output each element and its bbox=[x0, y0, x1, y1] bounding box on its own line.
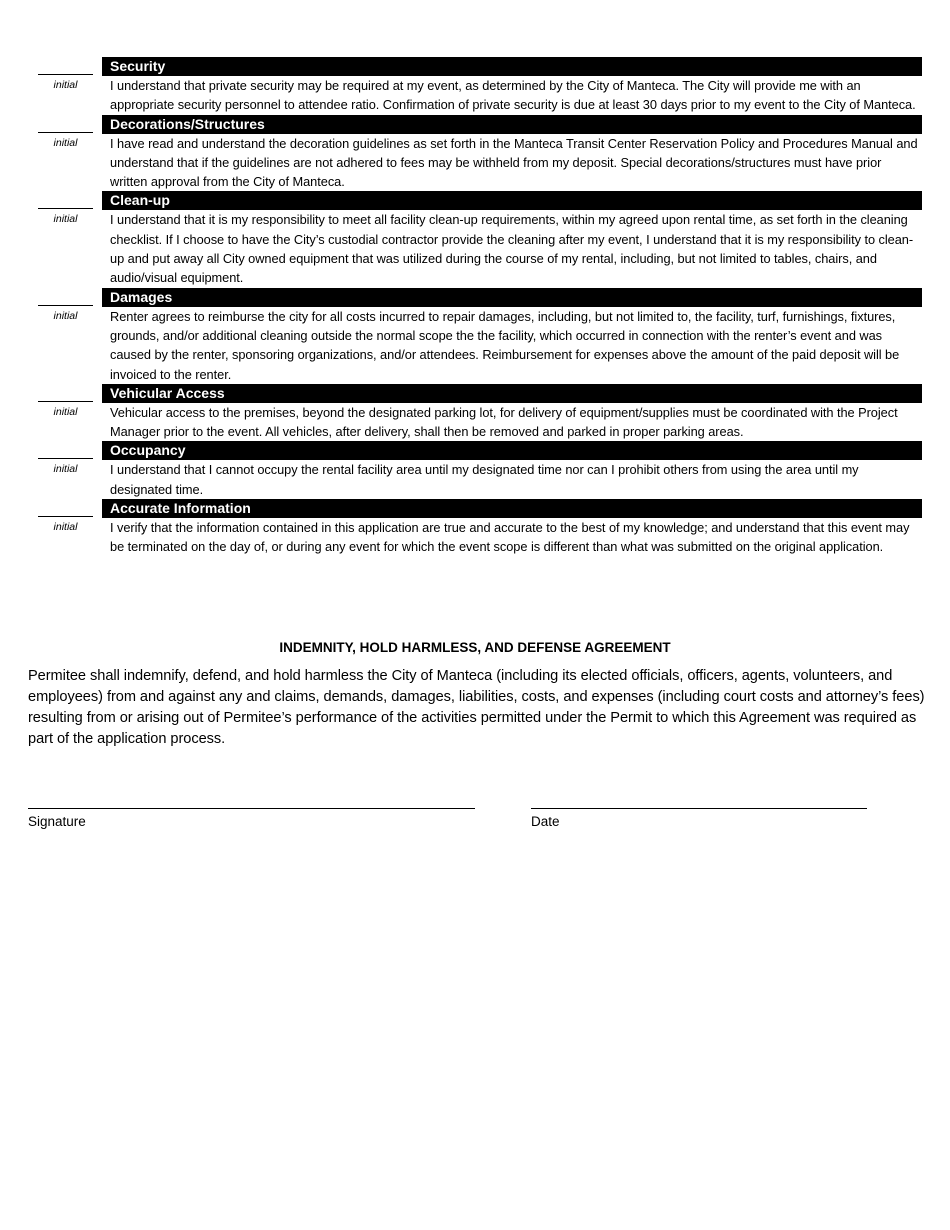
section-accurate-information bbox=[38, 499, 922, 557]
initial-field[interactable]: initial bbox=[38, 401, 93, 419]
section-title: Occupancy bbox=[102, 441, 922, 460]
initial-field[interactable]: initial bbox=[38, 458, 93, 476]
section-text: I understand that I cannot occupy the rental facility area until my designated time nor can I prohibit others from using the area until my designated time. bbox=[110, 462, 859, 497]
initial-field[interactable]: initial bbox=[38, 132, 93, 150]
section-text: I verify that the information contained in this application are true and accurate to the best of my knowledge; and understand that this event may be terminated on the day of, or during any event for which the event scope is different than what was submitted on the original application. bbox=[110, 520, 910, 555]
initial-field[interactable]: initial bbox=[38, 208, 93, 226]
section-text: I understand that private security may be required at my event, as determined by the City of Manteca. The City will provide me with an appropriate security personnel to attendee ratio. Confirmation of private security is due at least 30 days prior to my event to the City of Manteca. bbox=[110, 78, 916, 113]
date-line[interactable] bbox=[531, 808, 867, 809]
section-vehicular-access bbox=[38, 384, 922, 442]
date-label: Date bbox=[531, 814, 560, 829]
signature-label: Signature bbox=[28, 814, 86, 829]
section-occupancy bbox=[38, 441, 922, 499]
section-title: Decorations/Structures bbox=[102, 115, 922, 134]
section-cleanup bbox=[38, 191, 922, 287]
section-security bbox=[38, 57, 922, 115]
agreement-text: Permitee shall indemnify, defend, and hold harmless the City of Manteca (including its elected officials, officers, agents, volunteers, and employees) from and against any and claims, demands, damages, liabilities, costs, and expenses (including court costs and attorney’s fees) resulting from or arising out of Permitee’s performance of the activities permitted under the Permit to which this Agreement was required as part of the application process. bbox=[28, 668, 925, 747]
agreement-title: INDEMNITY, HOLD HARMLESS, AND DEFENSE AGREEMENT bbox=[279, 640, 671, 655]
section-text: Vehicular access to the premises, beyond the designated parking lot, for delivery of equipment/supplies must be coordinated with the Project Manager prior to the event. All vehicles, after delivery, shall then be removed and parked in proper parking areas. bbox=[110, 404, 898, 440]
section-title: Vehicular Access bbox=[102, 384, 922, 403]
section-text: I understand that it is my responsibility to meet all facility clean-up requirements, within my agreed upon rental time, as set forth in the cleaning checklist. If I choose to have the City’s custodial contractor provide the cleaning after my event, I understand that it is my responsibility to clean-up and put away all City owned equipment that was utilized during the course of my rental, including, but not limited to tables, chairs, and audio/visual equipment. bbox=[110, 212, 914, 286]
initial-sections bbox=[38, 57, 922, 557]
section-decorations bbox=[38, 115, 922, 192]
signature-line[interactable] bbox=[28, 808, 475, 809]
initial-field[interactable]: initial bbox=[38, 305, 93, 323]
section-text: I have read and understand the decoration guidelines as set forth in the Manteca Transit Center Reservation Policy and Procedures Manual and understand that if the guidelines are not adhered to fees may be withheld from my deposit. Special decorations/structures must have prior written approval from the City of Manteca. bbox=[110, 135, 918, 190]
section-text: Renter agrees to reimburse the city for all costs incurred to repair damages, including, but not limited to, the facility, turf, furnishings, fixtures, grounds, and/or additional cleaning outside the normal scope the the facility, which occurred in connection with the renter’s event and was caused by the renter, sponsoring organizations, and/or attendees. Reimbursement for expenses above the amount of the paid deposit will be invoiced to the renter. bbox=[110, 308, 900, 382]
section-title: Accurate Information bbox=[102, 499, 922, 518]
initial-field[interactable]: initial bbox=[38, 74, 93, 92]
initial-field[interactable]: initial bbox=[38, 516, 93, 534]
section-title: Security bbox=[102, 57, 922, 76]
section-title: Clean-up bbox=[102, 191, 922, 210]
section-damages bbox=[38, 288, 922, 384]
section-title: Damages bbox=[102, 288, 922, 307]
